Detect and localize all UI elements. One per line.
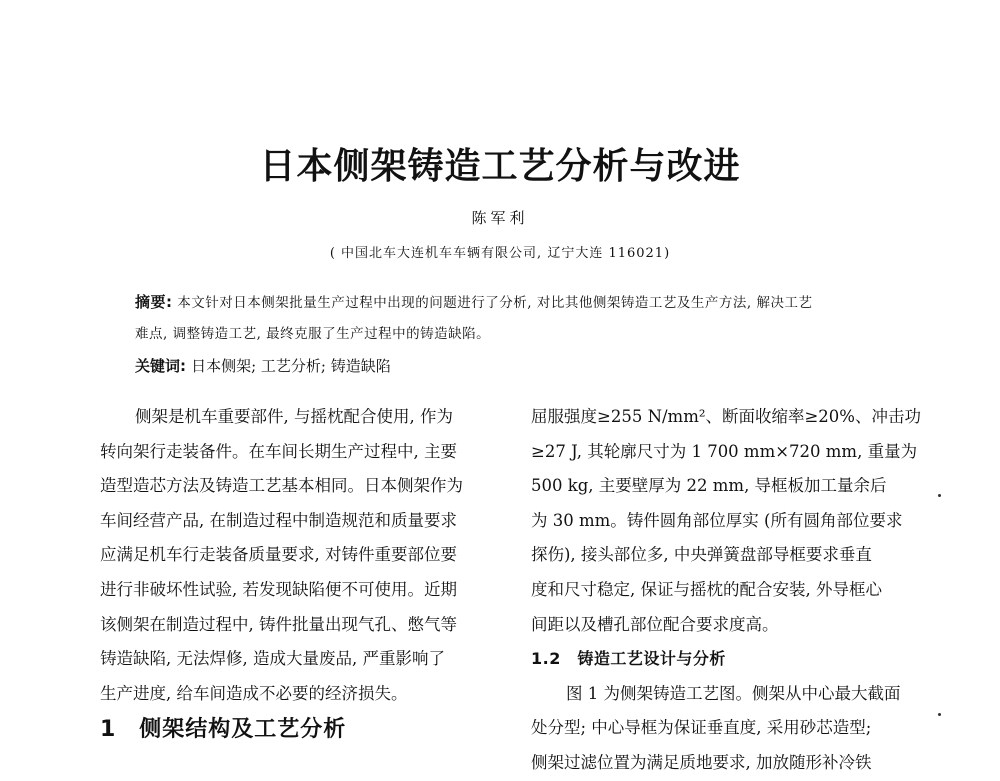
author-affiliation: ( 中国北车大连机车车辆有限公司, 辽宁大连 116021) <box>329 246 671 261</box>
scan-speck <box>938 713 941 716</box>
body-line: 500 kg, 主要壁厚为 22 mm, 导框板加工量余后 <box>531 476 887 496</box>
section-heading-1: 1 侧架结构及工艺分析 <box>100 717 347 742</box>
keywords-text: 日本侧架; 工艺分析; 铸造缺陷 <box>191 357 391 375</box>
abstract-text-2: 难点, 调整铸造工艺, 最终克服了生产过程中的铸造缺陷。 <box>135 326 491 342</box>
body-line: 铸造缺陷, 无法焊修, 造成大量废品, 严重影响了 <box>100 649 445 669</box>
abstract-text-1: 本文针对日本侧架批量生产过程中出现的问题进行了分析, 对比其他侧架铸造工艺及生产方法, 解决工艺 <box>177 295 813 311</box>
body-line: 屈服强度≥255 N/mm²、断面收缩率≥20%、冲击功 <box>531 407 921 426</box>
body-line: 处分型; 中心导框为保证垂直度, 采用砂芯造型; <box>531 718 872 738</box>
body-line: 间距以及槽孔部位配合要求度高。 <box>531 614 779 634</box>
left-column <box>100 400 500 711</box>
body-line: 进行非破坏性试验, 若发现缺陷便不可使用。近期 <box>100 579 457 599</box>
body-line: 为 30 mm。铸件圆角部位厚实 (所有圆角部位要求 <box>531 510 903 530</box>
body-line: ≥27 J, 其轮廓尺寸为 1 700 mm×720 mm, 重量为 <box>531 441 918 461</box>
body-line: 车间经营产品, 在制造过程中制造规范和质量要求 <box>100 510 457 530</box>
keywords-label: 关键词: <box>135 357 186 375</box>
body-line: 生产进度, 给车间造成不必要的经济损失。 <box>100 683 408 703</box>
keywords-line <box>135 355 391 376</box>
body-line: 图 1 为侧架铸造工艺图。侧架从中心最大截面 <box>566 683 901 703</box>
body-line: 侧架过滤位置为满足质地要求, 加放随形补冷铁 <box>531 752 872 772</box>
body-line: 侧架是机车重要部件, 与摇枕配合使用, 作为 <box>135 407 453 426</box>
body-line: 探伤), 接头部位多, 中央弹簧盘部导框要求垂直 <box>531 545 872 565</box>
page-title: 日本侧架铸造工艺分析与改进 <box>259 146 741 187</box>
body-line: 转向架行走装备件。在车间长期生产过程中, 主要 <box>100 441 457 461</box>
body-line: 度和尺寸稳定, 保证与摇枕的配合安装, 外导框心 <box>531 579 882 599</box>
subsection-heading-1-2: 1.2 铸造工艺设计与分析 <box>531 649 726 669</box>
abstract-line-2 <box>135 322 490 342</box>
author-name: 陈军利 <box>471 209 529 227</box>
right-column <box>531 400 931 781</box>
abstract-line-1 <box>135 291 812 312</box>
abstract-label: 摘要: <box>135 293 173 311</box>
body-line: 造型造芯方法及铸造工艺基本相同。日本侧架作为 <box>100 476 463 496</box>
scan-speck <box>938 494 941 497</box>
body-line: 应满足机车行走装备质量要求, 对铸件重要部位要 <box>100 545 457 565</box>
body-line: 该侧架在制造过程中, 铸件批量出现气孔、憋气等 <box>100 614 457 634</box>
